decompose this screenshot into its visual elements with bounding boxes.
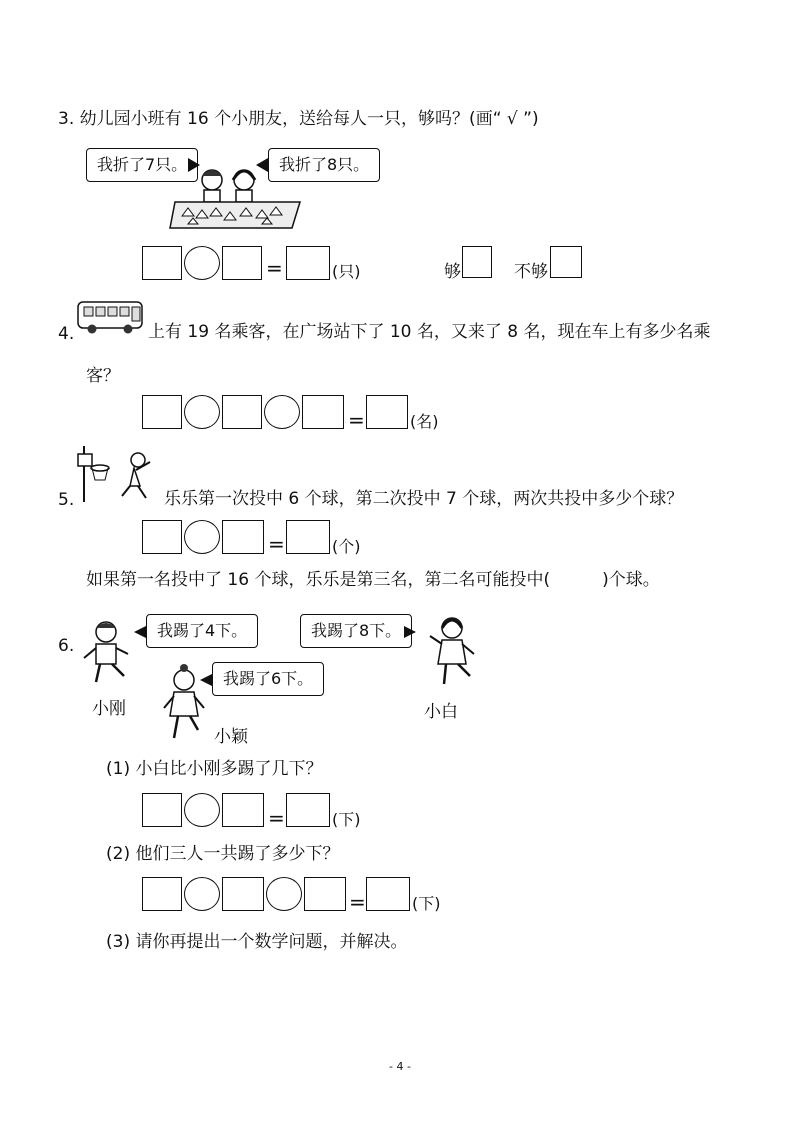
q5-text: 乐乐第一次投中 6 个球，第二次投中 7 个球，两次共投中多少个球？	[164, 489, 684, 509]
q6-bubble-bai-tail	[404, 626, 416, 638]
q6-sub2-operator-circle-1[interactable]	[184, 877, 220, 911]
q6-sub1-operator-circle[interactable]	[184, 793, 220, 827]
kids-folding-cranes-illustration	[170, 160, 310, 240]
q6-bubble-ying-tail	[200, 674, 212, 686]
q4-text-line1: 上有 19 名乘客，在广场站下了 10 名，又来了 8 名，现在车上有多少名乘	[148, 322, 711, 342]
q6-sub1-equals-sign: =	[268, 806, 285, 830]
basketball-player-illustration	[78, 446, 168, 506]
q6-sub3-text: (3) 请你再提出一个数学问题，并解决。	[106, 932, 408, 952]
q5-unit: (个)	[332, 537, 361, 556]
q6-sub1-text: (1) 小白比小刚多踢了几下？	[106, 759, 323, 779]
q4-operator-circle-1[interactable]	[184, 395, 220, 429]
q5-followup-after: )个球。	[602, 570, 660, 590]
q3-enough-checkbox[interactable]	[462, 246, 492, 278]
q6-name-gang: 小刚	[92, 699, 126, 719]
q3-answer-box-1[interactable]	[142, 246, 182, 280]
q6-bubble-bai: 我踢了8下。	[300, 614, 412, 648]
q6-sub1-answer-box-result[interactable]	[286, 793, 330, 827]
q4-operator-circle-2[interactable]	[264, 395, 300, 429]
q3-bubble-right: 我折了8只。	[268, 148, 380, 182]
q6-bubble-gang: 我踢了4下。	[146, 614, 258, 648]
q5-answer-box-2[interactable]	[222, 520, 264, 554]
q4-answer-box-2[interactable]	[222, 395, 262, 429]
q3-not-enough-checkbox[interactable]	[550, 246, 582, 278]
q5-equals-sign: =	[268, 532, 285, 556]
q6-sub1-answer-box-2[interactable]	[222, 793, 264, 827]
q6-sub1-answer-box-1[interactable]	[142, 793, 182, 827]
q4-number: 4.	[58, 324, 75, 344]
q5-number: 5.	[58, 490, 75, 510]
q3-enough-label: 够	[444, 262, 461, 282]
q6-sub2-operator-circle-2[interactable]	[266, 877, 302, 911]
q4-answer-box-result[interactable]	[366, 395, 408, 429]
q3-text: 3. 幼儿园小班有 16 个小朋友，送给每人一只，够吗？(画“ √ ”)	[58, 109, 539, 129]
page-number: - 4 -	[389, 1060, 411, 1073]
xiaobai-figure	[422, 614, 482, 690]
q6-sub2-answer-box-2[interactable]	[222, 877, 264, 911]
q6-sub2-answer-box-result[interactable]	[366, 877, 410, 911]
q3-equals-sign: =	[266, 256, 283, 280]
q3-bubble-left: 我折了7只。	[86, 148, 198, 182]
q4-answer-box-3[interactable]	[302, 395, 344, 429]
q4-unit: (名)	[410, 412, 439, 431]
q3-operator-circle[interactable]	[184, 246, 220, 280]
q5-answer-box-result[interactable]	[286, 520, 330, 554]
q6-number: 6.	[58, 636, 75, 656]
q6-sub2-answer-box-3[interactable]	[304, 877, 346, 911]
q6-name-bai: 小白	[424, 702, 458, 722]
q4-answer-box-1[interactable]	[142, 395, 182, 429]
q6-sub1-unit: (下)	[332, 810, 361, 829]
q4-text-line2: 客？	[86, 366, 120, 386]
xiaogang-figure	[78, 618, 138, 690]
q4-equals-sign: =	[348, 408, 365, 432]
q6-sub2-unit: (下)	[412, 894, 441, 913]
q6-name-ying: 小颖	[214, 727, 248, 747]
q6-bubble-ying: 我踢了6下。	[212, 662, 324, 696]
bus-icon	[76, 296, 146, 336]
q5-followup-before: 如果第一名投中了 16 个球，乐乐是第三名，第二名可能投中(	[86, 570, 551, 590]
q3-answer-box-result[interactable]	[286, 246, 330, 280]
q5-followup	[86, 568, 660, 592]
q3-answer-box-2[interactable]	[222, 246, 262, 280]
q5-answer-box-1[interactable]	[142, 520, 182, 554]
q6-bubble-gang-tail	[134, 626, 146, 638]
q3-not-enough-label: 不够	[514, 262, 548, 282]
q6-sub2-text: (2) 他们三人一共踢了多少下？	[106, 844, 340, 864]
q6-sub2-equals-sign: =	[349, 890, 366, 914]
q5-operator-circle[interactable]	[184, 520, 220, 554]
q6-sub2-answer-box-1[interactable]	[142, 877, 182, 911]
q3-unit: (只)	[332, 262, 361, 281]
